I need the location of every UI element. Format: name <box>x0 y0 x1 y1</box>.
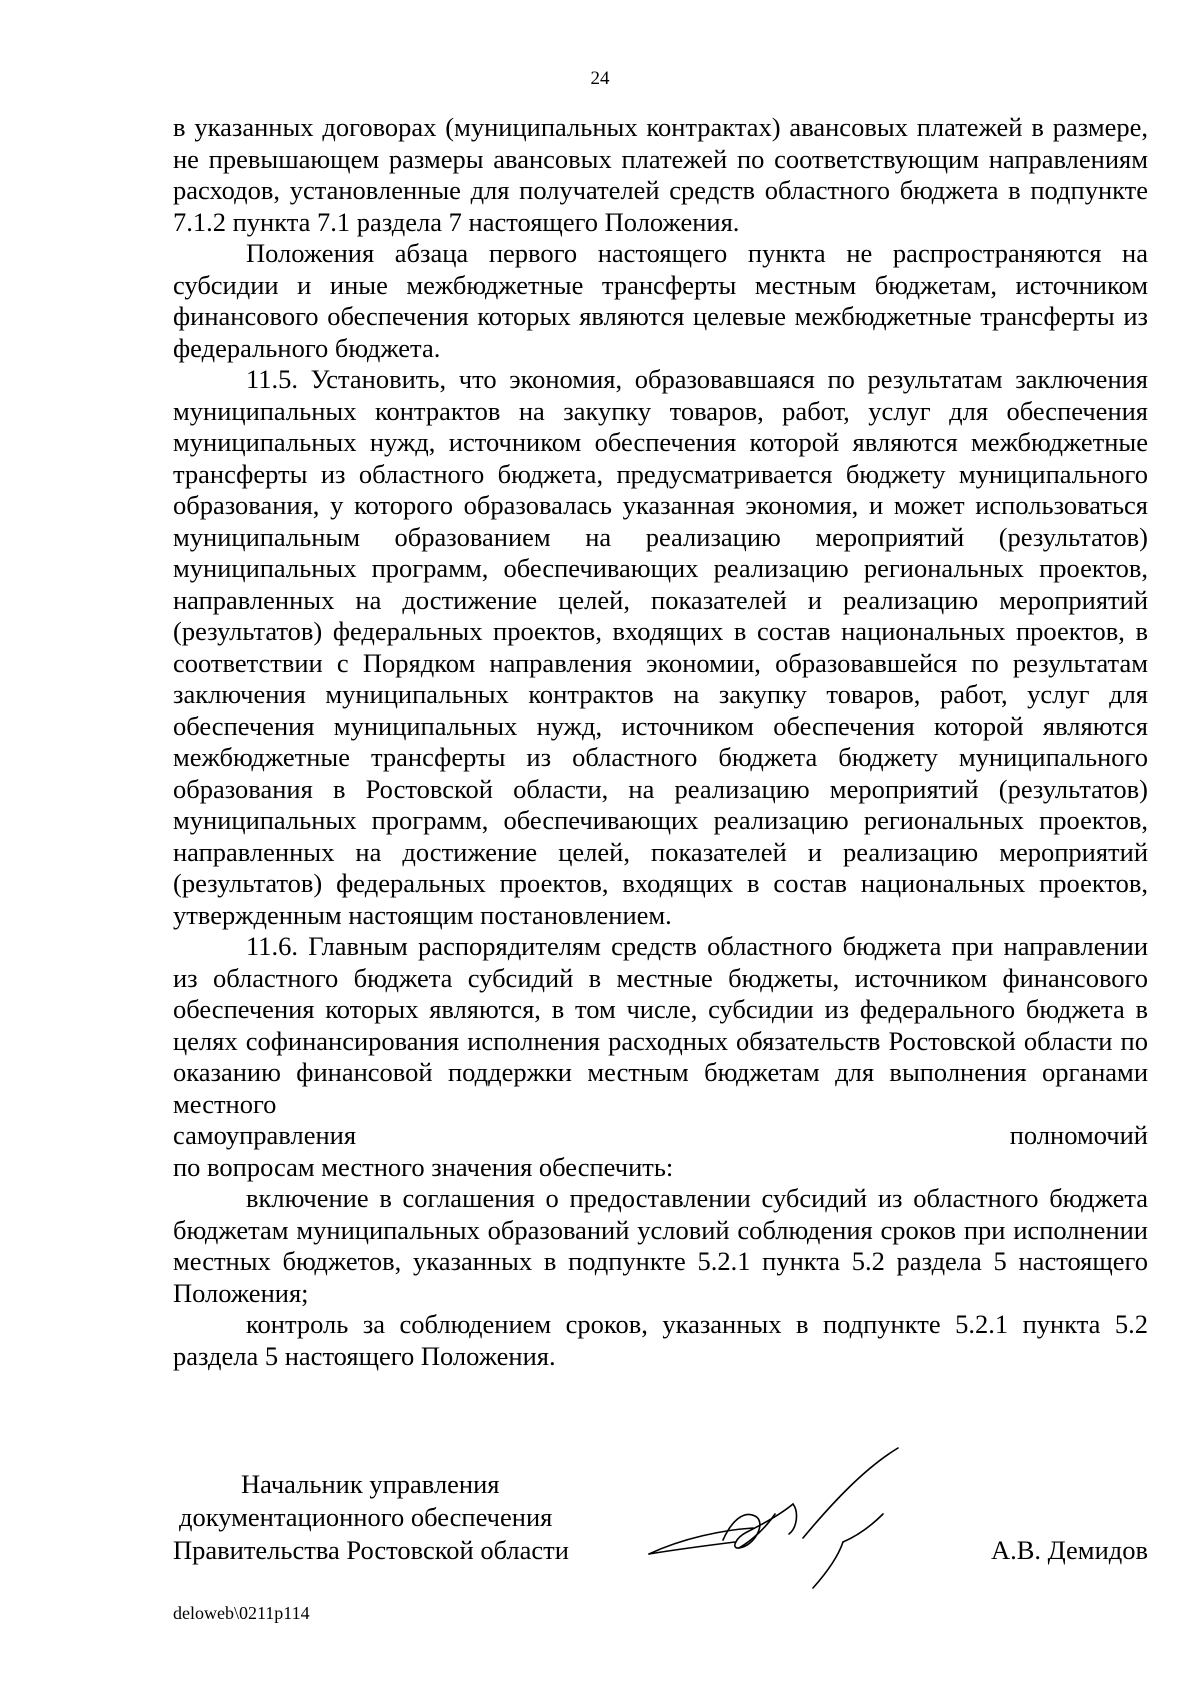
paragraph-11-6-split-line <box>173 1120 1148 1152</box>
paragraph-11-6: 11.6. Главным распорядителям средств областного бюджета при направлении из областного бюджета субсидий в местные бюджеты, источником финансового обеспечения которых являются, в том числе, субсидии из федерального бюджета в целях софинансирования исполнения расходных обязательств Ростовской области по оказанию финансовой поддержки местным бюджетам для выполнения органами местного <box>173 931 1148 1119</box>
signer-title-line-2: документационного обеспечения <box>179 1502 553 1532</box>
split-line-right: полномочий <box>1009 1120 1148 1150</box>
split-line-left: самоуправления <box>173 1120 357 1150</box>
paragraph-continuation: в указанных договорах (муниципальных контрактах) авансовых платежей в размере, не превышающем размеры авансовых платежей по соответствующим направлениям расходов, установленные для получателей средств областного бюджета в подпункте 7.1.2 пункта 7.1 раздела 7 настоящего Положения. <box>173 112 1148 237</box>
signer-name: А.В. Демидов <box>990 1535 1148 1565</box>
signature-block <box>173 1468 1148 1598</box>
paragraph-11-6-tail: по вопросам местного значения обеспечить: <box>173 1151 674 1182</box>
paragraph-inclusion: включение в соглашения о предоставлении субсидий из областного бюджета бюджетам муниципальных образований условий соблюдения сроков при исполнении местных бюджетов, указанных в подпункте 5.2.1 пункта 5.2 раздела 5 настоящего Положения; <box>173 1183 1148 1308</box>
handwritten-signature <box>643 1442 923 1592</box>
signer-title-line-1: Начальник управления <box>241 1469 500 1499</box>
paragraph-exception: Положения абзаца первого настоящего пункта не распространяются на субсидии и иные межбюджетные трансферты местным бюджетам, источником финансового обеспечения которых являются целевые межбюджетные трансферты из федерального бюджета. <box>173 238 1148 363</box>
signer-title <box>173 1468 623 1567</box>
document-reference: deloweb\0211p114 <box>173 1603 310 1623</box>
signer-title-line-3: Правительства Ростовской области <box>173 1535 569 1565</box>
document-body <box>173 112 1148 1372</box>
paragraph-control: контроль за соблюдением сроков, указанных в подпункте 5.2.1 пункта 5.2 раздела 5 настоящего Положения. <box>173 1309 1148 1371</box>
paragraph-11-5: 11.5. Установить, что экономия, образовавшаяся по результатам заключения муниципальных контрактов на закупку товаров, работ, услуг для обеспечения муниципальных нужд, источником обеспечения которой являются межбюджетные трансферты из областного бюджета, предусматривается бюджету муниципального образования, у которого образовалась указанная экономия, и может использоваться муниципальным образованием на реализацию мероприятий (результатов) муниципальных программ, обеспечивающих реализацию региональных проектов, направленных на достижение целей, показателей и реализацию мероприятий (результатов) федеральных проектов, входящих в состав национальных проектов, в соответствии с Порядком направления экономии, образовавшейся по результатам заключения муниципальных контрактов на закупку товаров, работ, услуг для обеспечения муниципальных нужд, источником обеспечения которой являются межбюджетные трансферты из областного бюджета бюджету муниципального образования в Ростовской области, на реализацию мероприятий (результатов) муниципальных программ, обеспечивающих реализацию региональных проектов, направленных на достижение целей, показателей и реализацию мероприятий (результатов) федеральных проектов, входящих в состав национальных проектов, утвержденным настоящим постановлением. <box>173 364 1148 930</box>
page-number: 24 <box>590 68 610 89</box>
